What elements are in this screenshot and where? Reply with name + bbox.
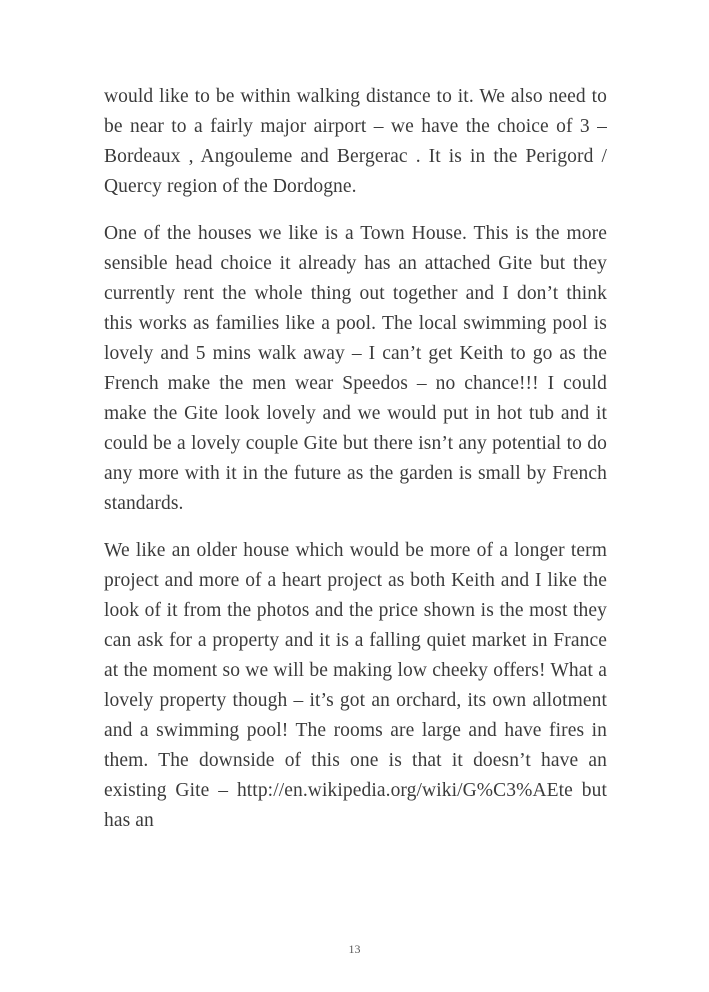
page-content — [104, 82, 607, 836]
paragraph-2: One of the houses we like is a Town House. This is the more sensible head choice it already has an attached Gite but they currently rent the whole thing out together and I don’t think this works as families like a pool. The local swimming pool is lovely and 5 mins walk away – I can’t get Keith to go as the French make the men wear Speedos – no chance!!! I could make the Gite look lovely and we would put in hot tub and it could be a lovely couple Gite but there isn’t any potential to do any more with it in the future as the garden is small by French standards. — [104, 223, 607, 514]
paragraph-3-text-after: but has an — [104, 780, 607, 831]
wikipedia-link[interactable]: http://en.wikipedia.org/wiki/G%C3%AEte — [236, 780, 573, 801]
paragraph-3 — [104, 536, 607, 836]
paragraph-1: would like to be within walking distance to it. We also need to be near to a fairly major airport – we have the choice of 3 – Bordeaux , Angouleme and Bergerac . It is in the Perigord / Quercy region of the Dordogne. — [104, 86, 607, 197]
page-number: 13 — [348, 942, 361, 956]
paragraph-3-text-before: We like an older house which would be more of a longer term project and more of a heart project as both Keith and I like the look of it from the photos and the price shown is the most they can ask for a property and it is a falling quiet market in France at the moment so we will be making low cheeky offers! What a lovely property though – it’s got an orchard, its own allotment and a swimming pool! The rooms are large and have fires in them. The downside of this one is that it doesn’t have an existing Gite – — [104, 540, 607, 801]
